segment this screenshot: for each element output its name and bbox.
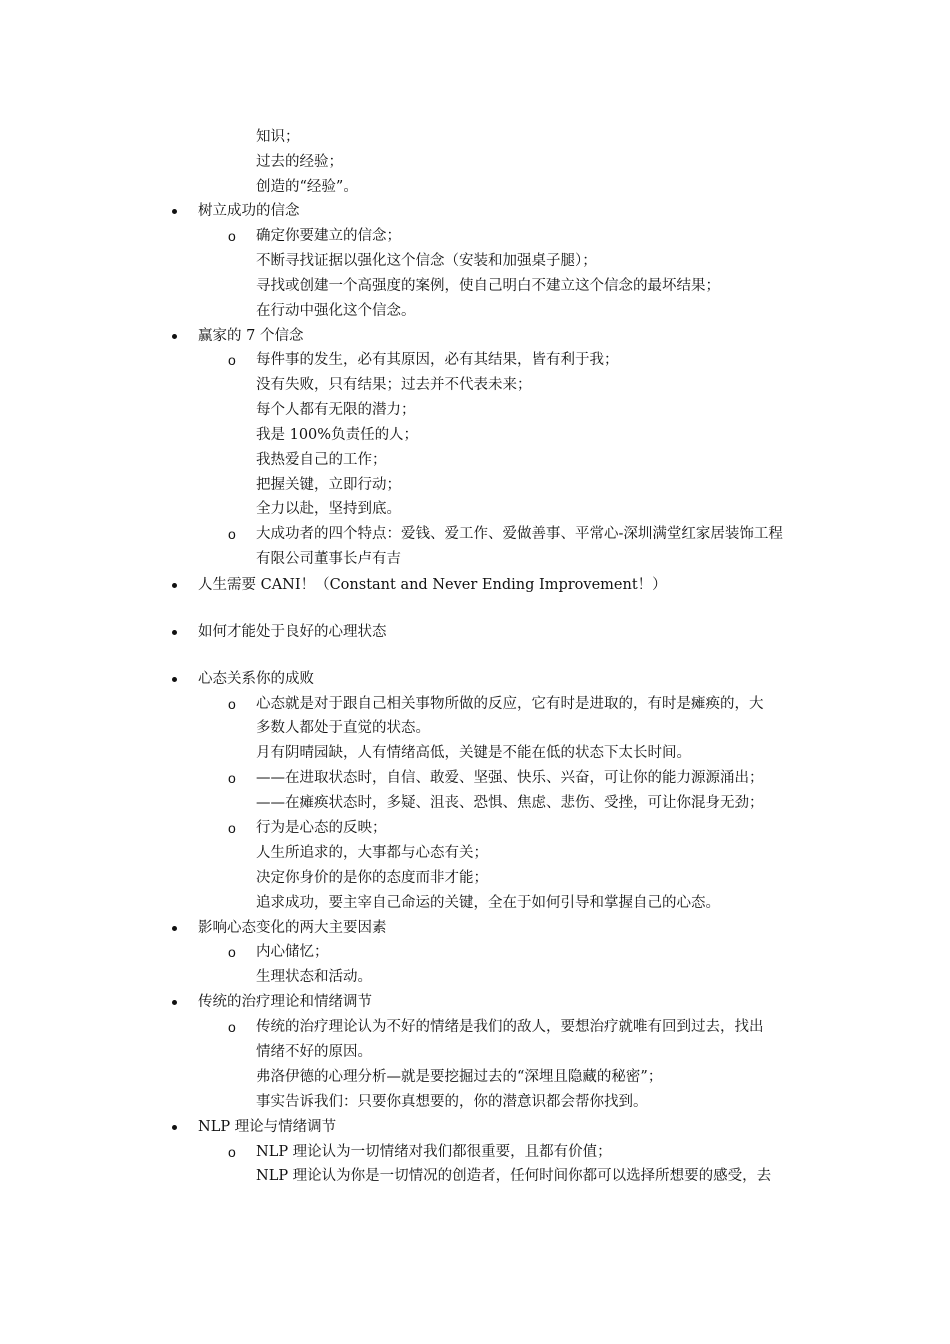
text-line: NLP 理论认为一切情绪对我们都很重要，且都有价值； (256, 1144, 612, 1160)
text-line: 每个人都有无限的潜力； (256, 402, 416, 418)
heading-line: 赢家的 7 个信念 (198, 328, 304, 344)
text-line: 传统的治疗理论认为不好的情绪是我们的敌人，要想治疗就唯有回到过去，找出 (256, 1019, 764, 1035)
sub-bullet-icon: o (228, 820, 236, 836)
text-line: 情绪不好的原因。 (256, 1044, 372, 1060)
text-line: 确定你要建立的信念； (256, 228, 401, 244)
text-line: NLP 理论认为你是一切情况的创造者，任何时间你都可以选择所想要的感受，去 (256, 1168, 772, 1184)
heading-line: NLP 理论与情绪调节 (198, 1119, 337, 1135)
text-line: 弗洛伊德的心理分析—就是要挖掘过去的“深埋且隐藏的秘密”； (256, 1069, 663, 1085)
text-line: 生理状态和活动。 (256, 969, 372, 985)
heading-line: 传统的治疗理论和情绪调节 (198, 994, 372, 1010)
text-line: 没有失败，只有结果；过去并不代表未来； (256, 377, 532, 393)
sub-bullet-icon: o (228, 1019, 236, 1035)
text-line: 我是 100%负责任的人； (256, 427, 419, 443)
text-line: 创造的“经验”。 (256, 179, 358, 195)
text-line: 事实告诉我们：只要你真想要的，你的潜意识都会帮你找到。 (256, 1094, 648, 1110)
text-line: 每件事的发生，必有其原因，必有其结果，皆有利于我； (256, 352, 619, 368)
text-line: 心态就是对于跟自己相关事物所做的反应，它有时是进取的，有时是瘫痪的，大 (256, 696, 764, 712)
text-line: 全力以赴，坚持到底。 (256, 501, 401, 517)
text-line: 内心储忆； (256, 944, 329, 960)
heading-line: 影响心态变化的两大主要因素 (198, 920, 387, 936)
heading-line: 心态关系你的成败 (198, 671, 314, 687)
text-line: 多数人都处于直觉的状态。 (256, 720, 430, 736)
heading-line: 树立成功的信念 (198, 203, 300, 219)
text-line: 我热爱自己的工作； (256, 452, 387, 468)
sub-bullet-icon: o (228, 1144, 236, 1160)
text-line: 决定你身价的是你的态度而非才能； (256, 870, 488, 886)
sub-bullet-icon: o (228, 696, 236, 712)
sub-bullet-icon: o (228, 228, 236, 244)
text-line: ——在瘫痪状态时，多疑、沮丧、恐惧、焦虑、悲伤、受挫，可让你混身无劲； (256, 795, 764, 811)
sub-bullet-icon: o (228, 352, 236, 368)
sub-bullet-icon: o (228, 770, 236, 786)
text-line: 行为是心态的反映； (256, 820, 387, 836)
text-line: 寻找或创建一个高强度的案例，使自己明白不建立这个信念的最坏结果； (256, 278, 720, 294)
text-line: 在行动中强化这个信念。 (256, 303, 416, 319)
text-line: 不断寻找证据以强化这个信念（安装和加强桌子腿）； (256, 253, 597, 269)
sub-bullet-icon: o (228, 944, 236, 960)
text-line: 知识； (256, 129, 300, 145)
text-line: 追求成功，要主宰自己命运的关键，全在于如何引导和掌握自己的心态。 (256, 895, 720, 911)
heading-line: 如何才能处于良好的心理状态 (198, 624, 387, 640)
text-line: 有限公司董事长卢有吉 (256, 551, 401, 567)
text-line: 过去的经验； (256, 154, 343, 170)
heading-line: 人生需要 CANI！（Constant and Never Ending Improvement！） (198, 577, 667, 593)
text-line: 把握关键，立即行动； (256, 477, 401, 493)
sub-bullet-icon: o (228, 526, 236, 542)
text-line: 人生所追求的，大事都与心态有关； (256, 845, 488, 861)
text-line: 月有阴晴园缺，人有情绪高低，关键是不能在低的状态下太长时间。 (256, 745, 691, 761)
text-line: 大成功者的四个特点：爱钱、爱工作、爱做善事、平常心-深圳满堂红家居装饰工程 (256, 526, 783, 542)
text-line: ——在进取状态时，自信、敢爱、坚强、快乐、兴奋，可让你的能力源源涌出； (256, 770, 764, 786)
